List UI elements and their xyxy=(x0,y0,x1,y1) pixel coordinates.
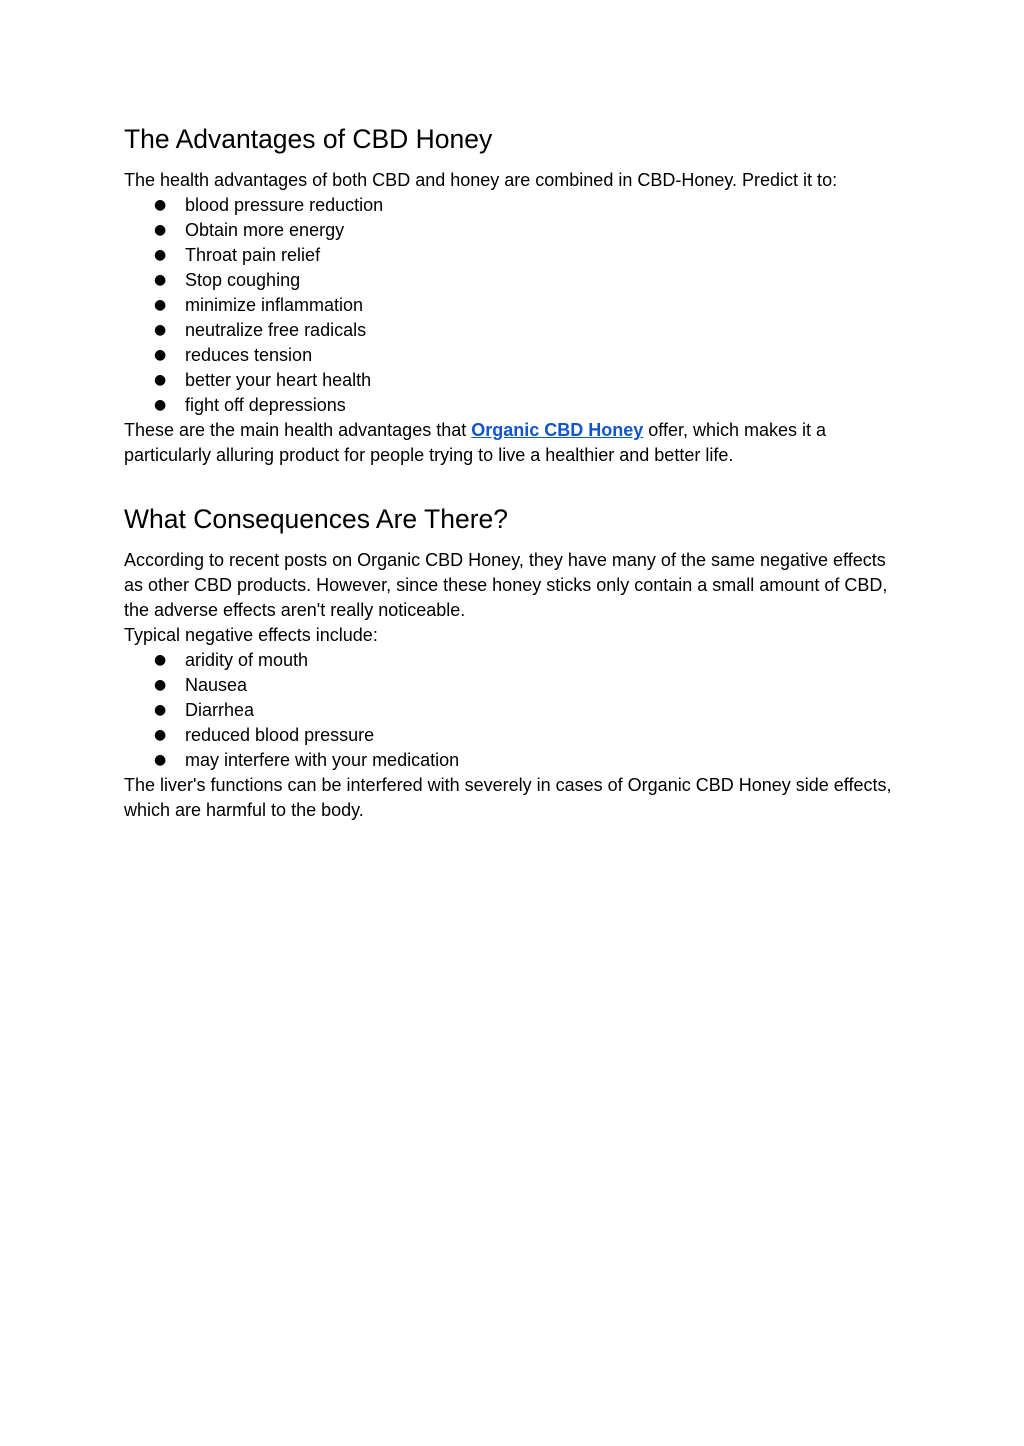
advantages-closing-paragraph: These are the main health advantages that Organic CBD Honey offer, which makes it a particularly alluring product for people trying to live a healthier and better life. xyxy=(124,420,827,465)
benefits-list xyxy=(124,193,904,418)
bullet-icon: ● xyxy=(154,702,167,718)
bullet-icon: ● xyxy=(154,397,167,413)
list-item: ● reduces tension xyxy=(124,343,904,368)
intro-paragraph: The health advantages of both CBD and honey are combined in CBD-Honey. Predict it to: xyxy=(124,170,838,190)
bullet-icon: ● xyxy=(154,272,167,288)
bullet-icon: ● xyxy=(154,347,167,363)
list-item: ● blood pressure reduction xyxy=(124,193,904,218)
bullet-icon: ● xyxy=(154,752,167,768)
heading-consequences: What Consequences Are There? xyxy=(124,504,508,534)
consequences-paragraph: According to recent posts on Organic CBD Honey, they have many of the same negative effects as other CBD products. However, since these honey sticks only contain a small amount of CBD, the adverse effects aren't really noticeable. xyxy=(124,550,888,620)
document-page xyxy=(124,120,904,823)
bullet-icon: ● xyxy=(154,652,167,668)
bullet-icon: ● xyxy=(154,222,167,238)
side-effects-list xyxy=(124,648,904,773)
list-item: ● Throat pain relief xyxy=(124,243,904,268)
list-item: ● Nausea xyxy=(124,673,904,698)
bullet-icon: ● xyxy=(154,197,167,213)
list-item: ● better your heart health xyxy=(124,368,904,393)
bullet-icon: ● xyxy=(154,247,167,263)
list-item: ● Obtain more energy xyxy=(124,218,904,243)
list-item: ● may interfere with your medication xyxy=(124,748,904,773)
bullet-icon: ● xyxy=(154,297,167,313)
bullet-icon: ● xyxy=(154,677,167,693)
negative-effects-intro: Typical negative effects include: xyxy=(124,625,378,645)
list-item: ● Diarrhea xyxy=(124,698,904,723)
list-item: ● neutralize free radicals xyxy=(124,318,904,343)
bullet-icon: ● xyxy=(154,372,167,388)
list-item: ● aridity of mouth xyxy=(124,648,904,673)
heading-advantages: The Advantages of CBD Honey xyxy=(124,124,493,154)
list-item: ● fight off depressions xyxy=(124,393,904,418)
liver-closing-paragraph: The liver's functions can be interfered with severely in cases of Organic CBD Honey side effects, which are harmful to the body. xyxy=(124,775,892,820)
list-item: ● minimize inflammation xyxy=(124,293,904,318)
bullet-icon: ● xyxy=(154,322,167,338)
list-item: ● reduced blood pressure xyxy=(124,723,904,748)
bullet-icon: ● xyxy=(154,727,167,743)
list-item: ● Stop coughing xyxy=(124,268,904,293)
organic-cbd-honey-link[interactable]: Organic CBD Honey xyxy=(471,420,644,440)
